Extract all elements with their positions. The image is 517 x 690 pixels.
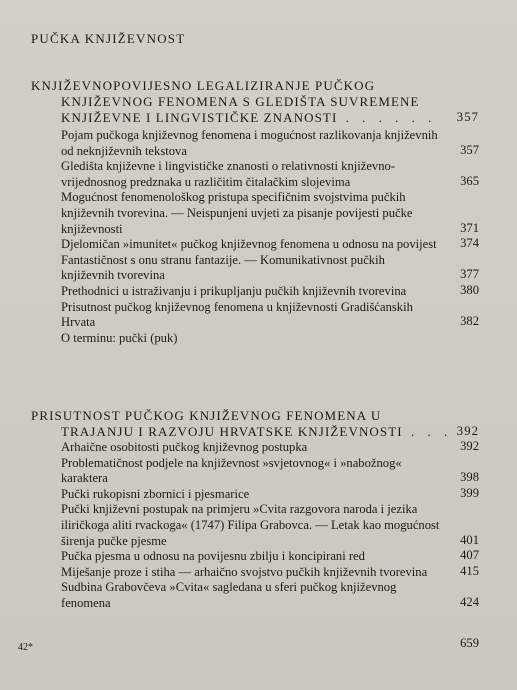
toc-entry: Pučki rukopisni zbornici i pjesmarice 399 <box>61 485 479 501</box>
page-number: 382 <box>460 314 479 329</box>
heading-line: PRISUTNOST PUČKOG KNJIŽEVNOG FENOMENA U <box>31 408 382 423</box>
toc-entry: Pučki književni postupak na primjeru »Cvita razgovora naroda i jezika iliričkoga aliti rvackoga« (1747) Filipa Grabovca. — Letak kao mogućnost širenja pučke pjesme 401 <box>61 502 479 548</box>
page-number: 424 <box>460 594 479 609</box>
toc-entry: Sudbina Grabovčeva »Cvita« sagledana u sferi pučkog književnog fenomena 424 <box>61 580 479 610</box>
page-number: 415 <box>460 563 479 578</box>
heading-line: KNJIŽEVNOPOVIJESNO LEGALIZIRANJE PUČKOG <box>31 78 376 93</box>
page-number: 371 <box>460 220 479 235</box>
page-number: 377 <box>460 267 479 282</box>
toc-entry: Prisutnost pučkog književnog fenomena u književnosti Gradišćanskih Hrvata 382 <box>61 299 479 330</box>
page-number: 374 <box>460 236 479 251</box>
running-head: PUČKA KNJIŽEVNOST <box>31 31 186 46</box>
page-number: 357 <box>456 110 479 124</box>
toc-entry: Gledišta književne i lingvističke znanosti o relativnosti književno-vrijednosnog predznaka u različitim čitalačkim slojevima 365 <box>61 159 479 189</box>
heading-line: KNJIŽEVNOG FENOMENA S GLEDIŠTA SUVREMENE <box>61 94 420 109</box>
toc-entry: O terminu: pučki (puk) <box>61 330 178 345</box>
page-number: 407 <box>460 548 479 563</box>
toc-entry: Fantastičnost s onu stranu fantazije. — Komunikativnost pučkih književnih tvorevina 377 <box>61 252 479 283</box>
page-number: 365 <box>460 173 479 188</box>
toc-entry: Mogućnost fenomenološkog pristupa specifičnim svojstvima pučkih književnih tvorevina. — Neispunjeni uvjeti za pisanje povijesti pučke književnosti 371 <box>61 190 479 236</box>
page-number: 392 <box>460 439 479 453</box>
page-number: 380 <box>460 282 479 297</box>
toc-entry: Pojam pučkoga književnog fenomena i mogućnost razlikovanja književnih od neknjiževnih tekstova 357 <box>61 128 479 158</box>
toc-entry: Prethodnici u istraživanju i prikupljanju pučkih književnih tvorevina 380 <box>61 282 479 298</box>
page-number: 392 <box>456 424 479 438</box>
printer-signature: 42* <box>18 642 33 653</box>
page-number: 399 <box>460 485 479 500</box>
toc-section-1 <box>31 78 479 346</box>
page-number: 398 <box>460 470 479 485</box>
section-heading <box>31 78 479 126</box>
section-heading <box>31 408 479 440</box>
toc-section-2 <box>31 408 479 612</box>
page-number: 357 <box>460 142 479 157</box>
toc-entry: Arhaične osobitosti pučkog književnog postupka 392 <box>61 439 479 454</box>
page-number: 401 <box>460 532 479 547</box>
toc-entry: Djelomičan »imunitet« pučkog književnog fenomena u odnosu na povijest 374 <box>61 236 479 252</box>
folio-page-number: 659 <box>460 636 479 650</box>
toc-entry: Miješanje proze i stiha — arhaično svojstvo pučkih književnih tvorevina 415 <box>61 563 479 579</box>
toc-entry: Problematičnost podjele na književnost »svjetovnog« i »nabožnog« karaktera 398 <box>61 455 479 486</box>
toc-entry: Pučka pjesma u odnosu na povijesnu zbilju i koncipirani red 407 <box>61 548 479 564</box>
heading-line: TRAJANJU I RAZVOJU HRVATSKE KNJIŽEVNOSTI . . . <box>61 424 453 439</box>
heading-line: KNJIŽEVNE I LINGVISTIČKE ZNANOSTI . . . . . . <box>61 110 437 125</box>
